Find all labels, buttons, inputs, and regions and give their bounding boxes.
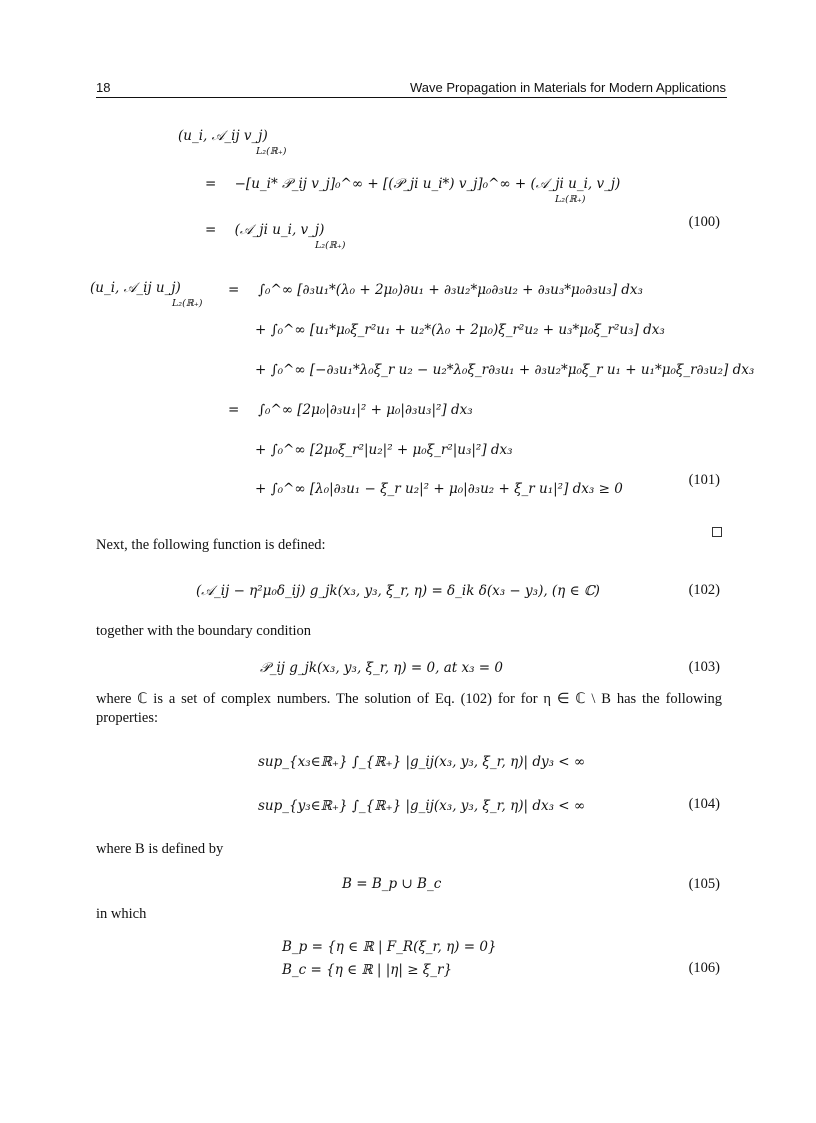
paragraph-boundary: together with the boundary condition bbox=[96, 623, 312, 639]
eq101-row1: ∫₀^∞ [∂₃u₁*(λ₀ + 2μ₀)∂u₁ + ∂₃u₂*μ₀∂₃u₂ + ∂₃u₃*μ₀∂₃u₃] dx₃ bbox=[258, 282, 643, 298]
eq101-row2: + ∫₀^∞ [u₁*μ₀ξ_r²u₁ + u₂*(λ₀ + 2μ₀)ξ_r²u₂ + u₃*μ₀ξ_r²u₃] dx₃ bbox=[255, 322, 665, 338]
eq101-row5: + ∫₀^∞ [2μ₀ξ_r²|u₂|² + μ₀ξ_r²|u₃|²] dx₃ bbox=[255, 442, 513, 458]
paragraph-next: Next, the following function is defined: bbox=[96, 537, 326, 553]
eq102-number: (102) bbox=[688, 582, 720, 598]
eq103-number: (103) bbox=[688, 659, 720, 675]
eq101-equals-2: = bbox=[228, 402, 240, 418]
eq101-row4: ∫₀^∞ [2μ₀|∂₃u₁|² + μ₀|∂₃u₃|²] dx₃ bbox=[258, 402, 473, 418]
paragraph-where-c: where ℂ is a set of complex numbers. The solution of Eq. (102) for for η ∈ ℂ \ B has the following properties: bbox=[96, 691, 722, 726]
eq101-row6: + ∫₀^∞ [λ₀|∂₃u₁ − ξ_r u₂|² + μ₀|∂₃u₂ + ξ_r u₁|²] dx₃ ≥ 0 bbox=[255, 481, 623, 497]
running-title: Wave Propagation in Materials for Modern Applications bbox=[409, 80, 726, 95]
eq100-line2: = −[u_i* 𝒫_ij v_j]₀^∞ + [(𝒫_ji u_i*) v_j]₀^∞ + (𝒜_ji u_i, v_j) L₂(ℝ₊) bbox=[205, 176, 621, 205]
qed-square-icon bbox=[712, 527, 722, 537]
eq101-number: (101) bbox=[688, 472, 720, 488]
eq100-line2-subscript: L₂(ℝ₊) bbox=[555, 194, 586, 205]
eq100-line1: (u_i, 𝒜_ij v_j) L₂(ℝ₊) bbox=[178, 128, 287, 157]
eq106-number: (106) bbox=[688, 960, 720, 976]
eq100-line1-subscript: L₂(ℝ₊) bbox=[256, 146, 287, 157]
eq101-equals-1: = bbox=[228, 282, 240, 298]
eq104-line2: sup_{y₃∈ℝ₊} ∫_{ℝ₊} |g_ij(x₃, y₃, ξ_r, η)| dx₃ < ∞ bbox=[258, 798, 586, 814]
paragraph-in-which: in which bbox=[96, 906, 147, 922]
eq105-number: (105) bbox=[688, 876, 720, 892]
eq104-number: (104) bbox=[688, 796, 720, 812]
eq106-line1: B_p = {η ∈ ℝ | F_R(ξ_r, η) = 0} bbox=[282, 939, 497, 955]
eq103: 𝒫_ij g_jk(x₃, y₃, ξ_r, η) = 0, at x₃ = 0 bbox=[260, 660, 503, 676]
eq102: (𝒜_ij − η²μ₀δ_ij) g_jk(x₃, y₃, ξ_r, η) = δ_ik δ(x₃ − y₃), (η ∈ ℂ) bbox=[196, 583, 600, 599]
eq101-lhs-subscript: L₂(ℝ₊) bbox=[172, 298, 203, 309]
eq101-row3: + ∫₀^∞ [−∂₃u₁*λ₀ξ_r u₂ − u₂*λ₀ξ_r∂₃u₁ + ∂₃u₂*μ₀ξ_r u₁ + u₁*μ₀ξ_r∂₃u₂] dx₃ bbox=[255, 362, 755, 378]
eq100-line3-subscript: L₂(ℝ₊) bbox=[315, 240, 346, 251]
eq104-line1: sup_{x₃∈ℝ₊} ∫_{ℝ₊} |g_ij(x₃, y₃, ξ_r, η)| dy₃ < ∞ bbox=[258, 754, 586, 770]
page-number: 18 bbox=[96, 80, 111, 95]
eq100-line3: = (𝒜_ji u_i, v_j) L₂(ℝ₊) bbox=[205, 222, 346, 251]
eq106-line2: B_c = {η ∈ ℝ | |η| ≥ ξ_r} bbox=[282, 962, 453, 978]
paragraph-where-b: where B is defined by bbox=[96, 841, 224, 857]
eq105: B = B_p ∪ B_c bbox=[342, 876, 442, 892]
eq101-lhs: (u_i, 𝒜_ij u_j) L₂(ℝ₊) bbox=[90, 280, 203, 309]
eq100-number: (100) bbox=[688, 214, 720, 230]
header-rule bbox=[96, 97, 727, 98]
